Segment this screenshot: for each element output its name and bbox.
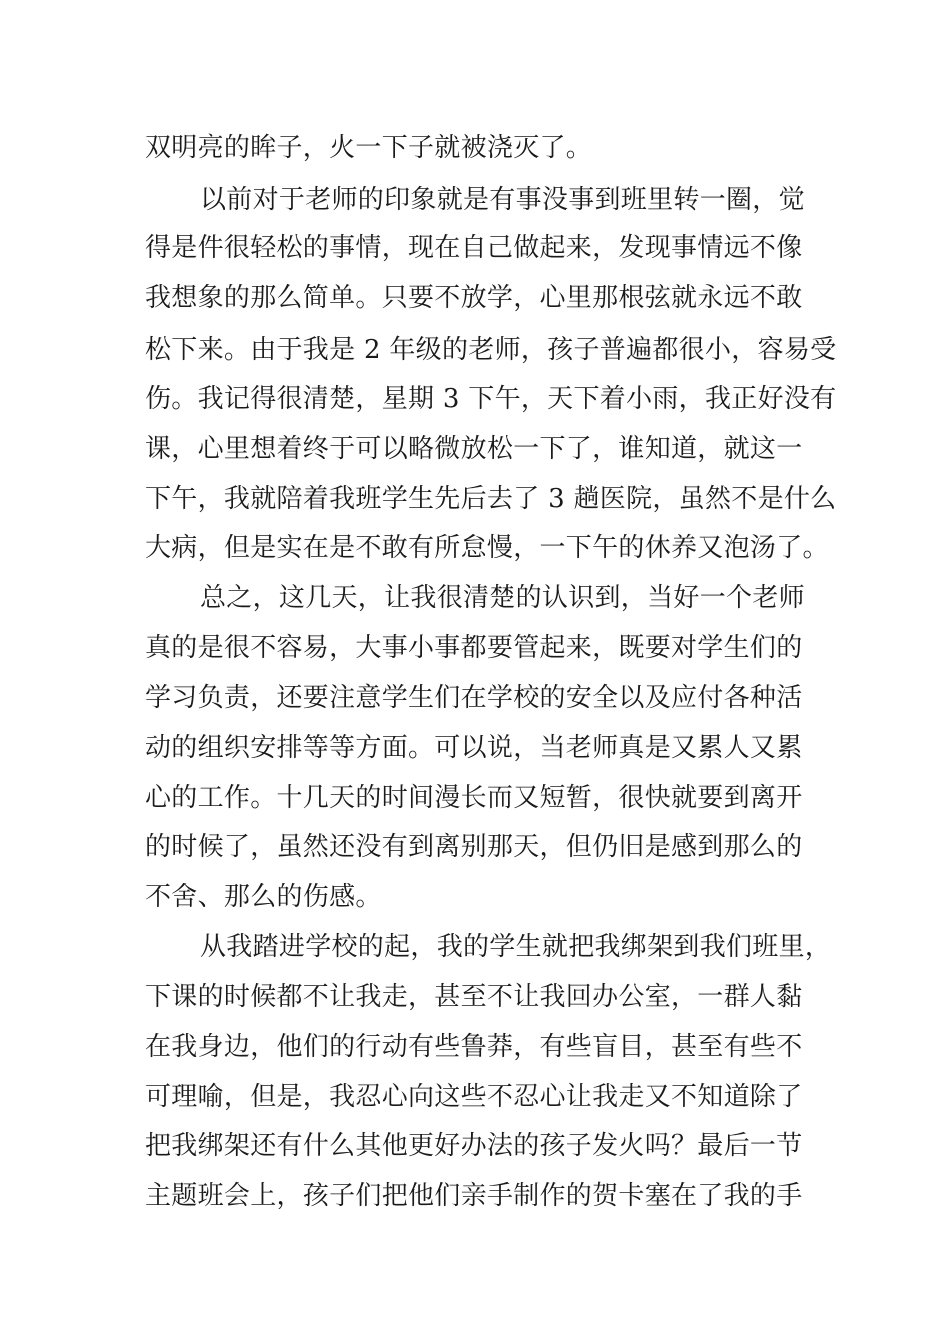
text-line: 不舍、那么的伤感。: [145, 882, 382, 912]
text-line: 下课的时候都不让我走，甚至不让我回办公室，一群人黏: [145, 982, 803, 1012]
text-line: 大病，但是实在是不敢有所怠慢，一下午的休养又泡汤了。: [145, 533, 829, 563]
text-line: 可理喻，但是，我忍心向这些不忍心让我走又不知道除了: [145, 1082, 803, 1112]
text-line: 我想象的那么简单。只要不放学，心里那根弦就永远不敢: [145, 283, 803, 313]
text-line: 在我身边，他们的行动有些鲁莽，有些盲目，甚至有些不: [145, 1032, 803, 1062]
text-line: 的时候了，虽然还没有到离别那天，但仍旧是感到那么的: [145, 832, 803, 862]
text-line: 松下来。由于我是 2 年级的老师，孩子普遍都很小，容易受: [145, 335, 837, 365]
text-line: 动的组织安排等等方面。可以说，当老师真是又累人又累: [145, 733, 803, 763]
paragraph-start-line: 从我踏进学校的起，我的学生就把我绑架到我们班里，: [200, 932, 832, 962]
text-line: 课，心里想着终于可以略微放松一下了，谁知道，就这一: [145, 434, 803, 464]
text-line: 下午，我就陪着我班学生先后去了 3 趟医院，虽然不是什么: [145, 484, 837, 514]
text-line: 主题班会上，孩子们把他们亲手制作的贺卡塞在了我的手: [145, 1181, 803, 1211]
paragraph-start-line: 总之，这几天，让我很清楚的认识到，当好一个老师: [200, 583, 805, 613]
text-line: 伤。我记得很清楚，星期 3 下午，天下着小雨，我正好没有: [145, 384, 837, 414]
text-line: 双明亮的眸子，火一下子就被浇灭了。: [145, 133, 593, 163]
text-line: 心的工作。十几天的时间漫长而又短暂，很快就要到离开: [145, 783, 803, 813]
text-line: 把我绑架还有什么其他更好办法的孩子发火吗？最后一节: [145, 1131, 803, 1161]
text-line: 学习负责，还要注意学生们在学校的安全以及应付各种活: [145, 683, 803, 713]
paragraph-start-line: 以前对于老师的印象就是有事没事到班里转一圈，觉: [200, 185, 805, 215]
text-line: 真的是很不容易，大事小事都要管起来，既要对学生们的: [145, 633, 803, 663]
text-line: 得是件很轻松的事情，现在自己做起来，发现事情远不像: [145, 233, 803, 263]
